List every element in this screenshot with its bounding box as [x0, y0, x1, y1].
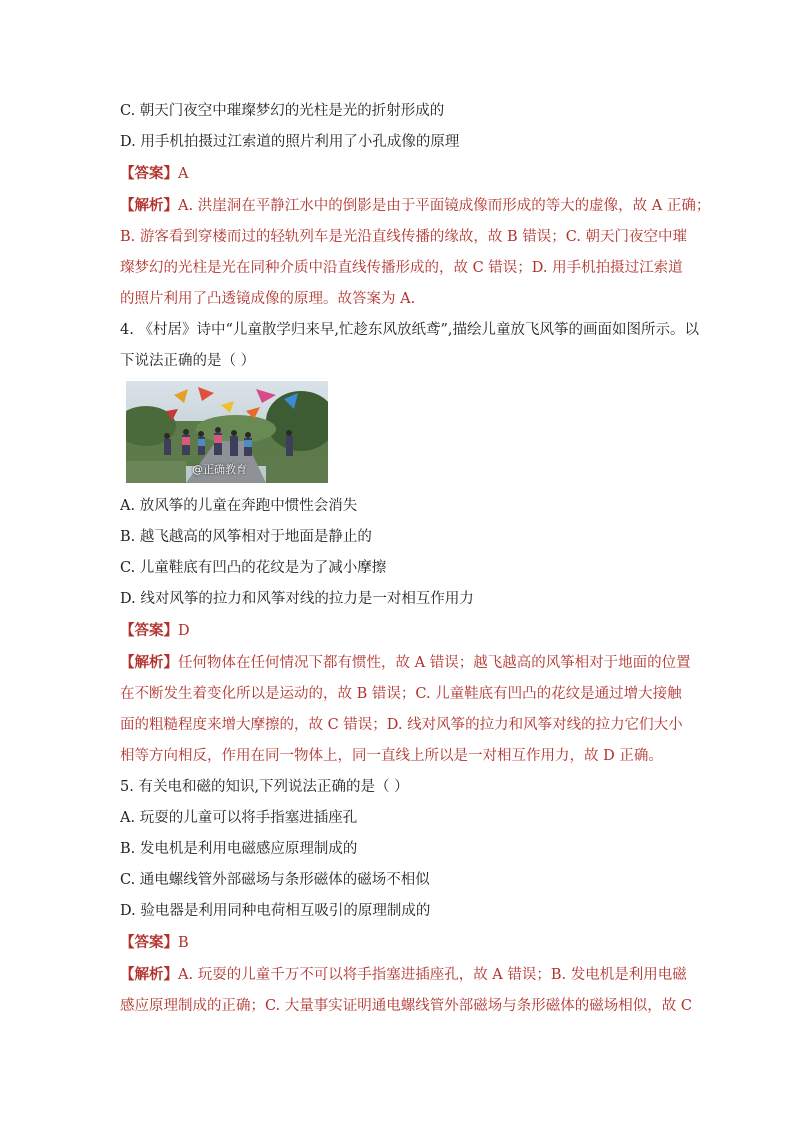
photo-watermark: @正确教育	[192, 463, 247, 476]
answer-label: 【答案】	[120, 934, 178, 951]
q3-option-d: D. 用手机拍摄过江索道的照片利用了小孔成像的原理	[120, 134, 460, 150]
q5-answer	[120, 927, 680, 959]
analysis-label: 【解析】	[120, 197, 178, 214]
q4-analysis-line-1: 【解析】任何物体在任何情况下都有惯性，故 A 错误；越飞越高的风筝相对于地面的位置	[120, 654, 691, 671]
answer-value: A	[178, 166, 189, 182]
q4-option-b: B. 越飞越高的风筝相对于地面是静止的	[120, 529, 372, 545]
q4-stem-line-1: 4. 《村居》诗中“儿童散学归来早,忙趁东风放纸鸢”,描绘儿童放飞风筝的画面如图所示。以	[120, 322, 699, 338]
q4-analysis-line-4: 相等方向相反，作用在同一物体上，同一直线上所以是一对相互作用力，故 D 正确。	[120, 748, 663, 764]
q4-option-c: C. 儿童鞋底有凹凸的花纹是为了减小摩擦	[120, 560, 387, 576]
q3-analysis-line-3: 璨梦幻的光柱是光在同种介质中沿直线传播形成的，故 C 错误；D. 用手机拍摄过江索道	[120, 260, 683, 276]
q5-analysis-line-2: 感应原理制成的正确；C. 大量事实证明通电螺线管外部磁场与条形磁体的磁场相似，故 C	[120, 998, 692, 1014]
q5-analysis-line-1: 【解析】A. 玩耍的儿童千万不可以将手指塞进插座孔，故 A 错误；B. 发电机是利用电磁	[120, 966, 687, 983]
q5-option-b: B. 发电机是利用电磁感应原理制成的	[120, 841, 358, 857]
q5-option-c: C. 通电螺线管外部磁场与条形磁体的磁场不相似	[120, 872, 430, 888]
q4-answer	[120, 615, 680, 647]
analysis-label: 【解析】	[120, 654, 178, 671]
document-page	[120, 96, 711, 1022]
q4-analysis-line-2: 在不断发生着变化所以是运动的，故 B 错误；C. 儿童鞋底有凹凸的花纹是通过增大接触	[120, 686, 682, 702]
q3-analysis-line-1: 【解析】A. 洪崖洞在平静江水中的倒影是由于平面镜成像而形成的等大的虚像，故 A 正确；	[120, 197, 711, 214]
q3-analysis-line-2: B. 游客看到穿楼而过的轻轨列车是光沿直线传播的缘故，故 B 错误；C. 朝天门夜空中璀	[120, 229, 688, 245]
q4-stem-line-2: 下说法正确的是（ ）	[120, 353, 256, 369]
q5-option-d: D. 验电器是利用同种电荷相互吸引的原理制成的	[120, 903, 431, 919]
analysis-label: 【解析】	[120, 966, 178, 983]
q5-stem: 5. 有关电和磁的知识,下列说法正确的是（ ）	[120, 779, 409, 795]
q4-analysis-line-3: 面的粗糙程度来增大摩擦的，故 C 错误；D. 线对风筝的拉力和风筝对线的拉力它们大小	[120, 717, 683, 733]
q3-option-c: C. 朝天门夜空中璀璨梦幻的光柱是光的折射形成的	[120, 103, 445, 119]
answer-value: B	[178, 935, 189, 951]
q4-option-d: D. 线对风筝的拉力和风筝对线的拉力是一对相互作用力	[120, 591, 474, 607]
answer-value: D	[178, 623, 190, 639]
q3-analysis-line-4: 的照片利用了凸透镜成像的原理。故答案为 A.	[120, 291, 416, 307]
q4-option-a: A. 放风筝的儿童在奔跑中惯性会消失	[120, 498, 358, 514]
kite-photo	[126, 381, 328, 483]
answer-label: 【答案】	[120, 622, 178, 639]
q3-answer	[120, 158, 680, 190]
answer-label: 【答案】	[120, 165, 178, 182]
q5-option-a: A. 玩耍的儿童可以将手指塞进插座孔	[120, 810, 358, 826]
